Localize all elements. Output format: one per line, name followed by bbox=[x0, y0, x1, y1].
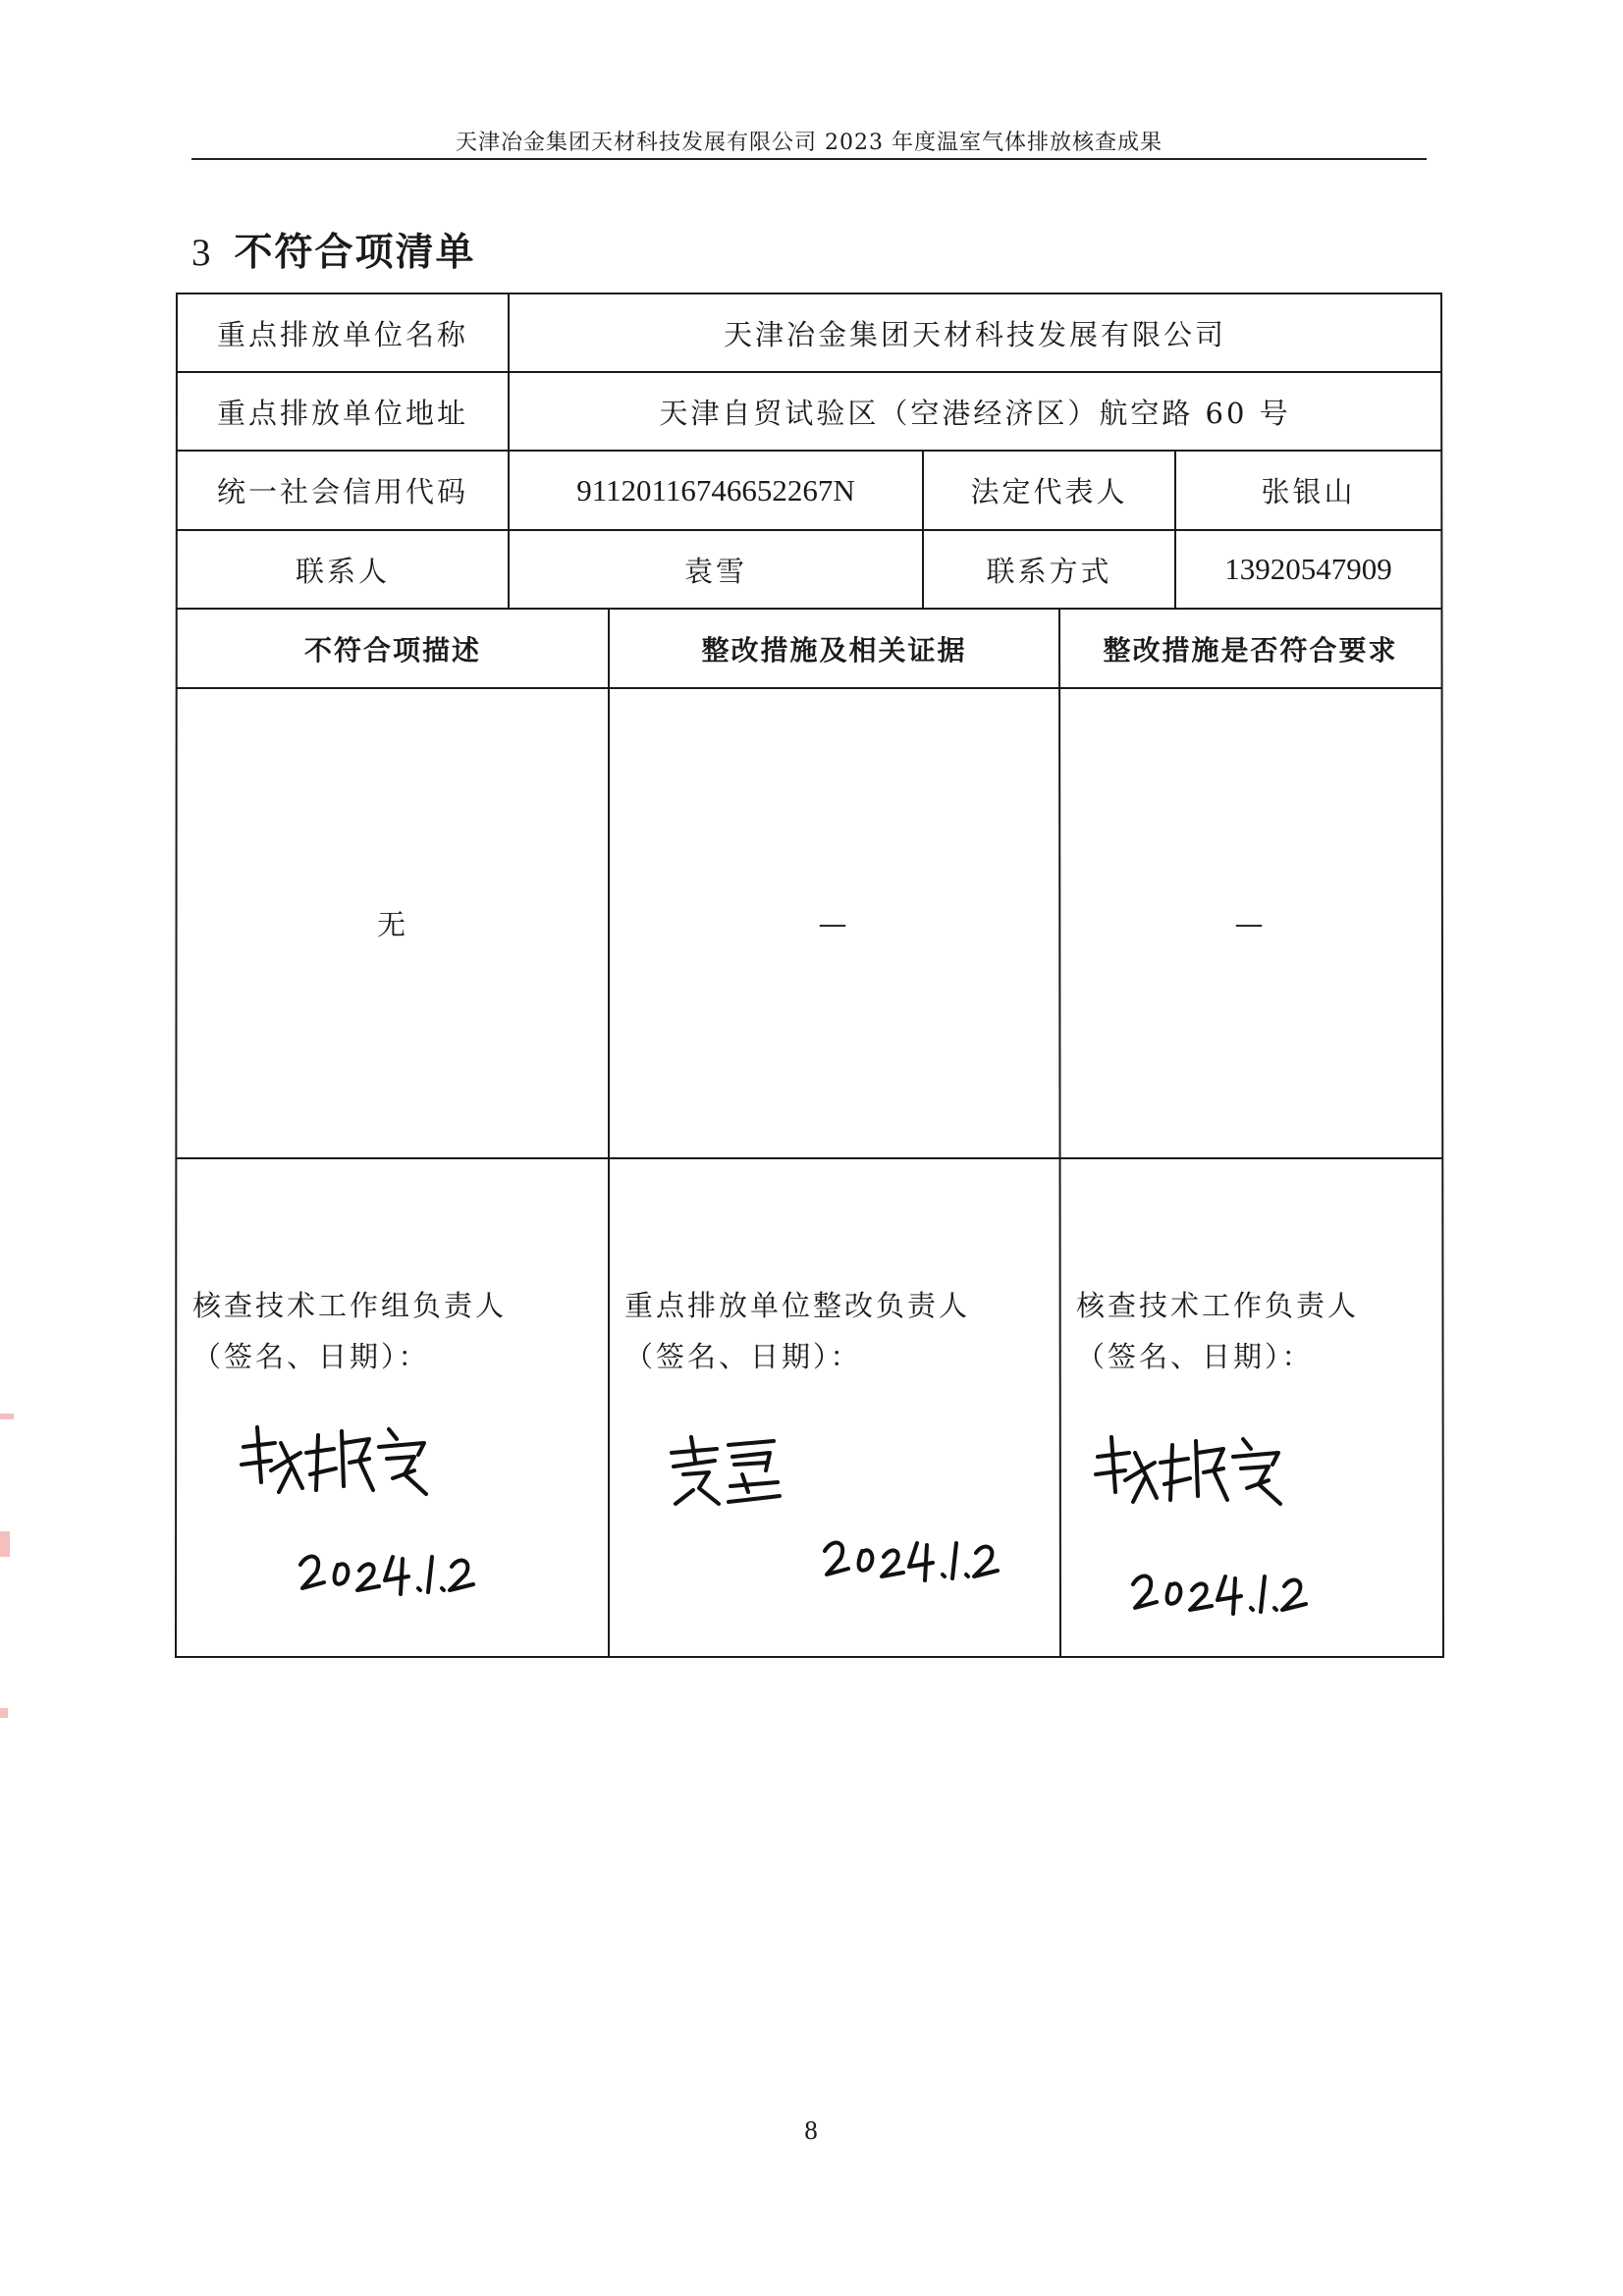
section-number: 3 bbox=[191, 232, 213, 274]
page-number: 8 bbox=[804, 2115, 818, 2145]
nonconformity-description-header: 不符合项描述 bbox=[303, 633, 481, 667]
unit-name-value: 天津冶金集团天材科技发展有限公司 bbox=[723, 317, 1226, 351]
credit-code-label: 统一社会信用代码 bbox=[216, 475, 468, 508]
credit-code-value: 91120116746652267N bbox=[576, 472, 855, 507]
handwritten-date-1 bbox=[295, 1543, 481, 1602]
section-title-text: 不符合项清单 bbox=[234, 231, 476, 275]
signature-note: （签名、日期）： bbox=[1076, 1340, 1314, 1373]
section-title bbox=[191, 222, 476, 277]
scan-mark bbox=[0, 1531, 10, 1557]
contact-phone-label: 联系方式 bbox=[986, 554, 1112, 588]
contact-person-value: 袁雪 bbox=[683, 554, 747, 588]
running-header: 天津冶金集团天材科技发展有限公司 2023 年度温室气体排放核查成果 bbox=[456, 131, 1163, 155]
handwritten-signature-3 bbox=[1086, 1423, 1292, 1512]
legal-rep-label: 法定代表人 bbox=[970, 475, 1128, 508]
handwritten-date-3 bbox=[1127, 1561, 1314, 1620]
corrective-measures-value: — bbox=[818, 906, 850, 940]
corrective-measures-header: 整改措施及相关证据 bbox=[701, 633, 967, 667]
header-rule bbox=[191, 158, 1427, 160]
handwritten-date-2 bbox=[819, 1531, 1005, 1590]
unit-address-label: 重点排放单位地址 bbox=[216, 396, 468, 430]
signature-note: （签名、日期）： bbox=[624, 1340, 862, 1373]
contact-person-label: 联系人 bbox=[295, 554, 390, 588]
scan-mark bbox=[0, 1414, 14, 1419]
measures-compliance-header: 整改措施是否符合要求 bbox=[1103, 633, 1398, 667]
contact-phone-value: 13920547909 bbox=[1224, 552, 1392, 586]
signature-role: 核查技术工作组负责人 bbox=[192, 1289, 508, 1322]
scan-mark bbox=[0, 1708, 8, 1718]
legal-rep-value: 张银山 bbox=[1261, 475, 1356, 508]
signature-block-3-label bbox=[1076, 1280, 1430, 1382]
unit-name-label: 重点排放单位名称 bbox=[216, 317, 468, 351]
signature-block-2-label bbox=[624, 1280, 1047, 1382]
signature-role: 核查技术工作负责人 bbox=[1076, 1289, 1360, 1322]
signature-role: 重点排放单位整改负责人 bbox=[624, 1289, 971, 1322]
signature-block-1-label bbox=[192, 1280, 595, 1382]
handwritten-signature-2 bbox=[664, 1431, 791, 1510]
measures-compliance-value: — bbox=[1234, 906, 1267, 940]
signature-note: （签名、日期）： bbox=[192, 1340, 430, 1373]
nonconformity-description-value: 无 bbox=[376, 908, 408, 941]
handwritten-signature-1 bbox=[232, 1414, 438, 1502]
unit-address-value: 天津自贸试验区（空港经济区）航空路 60 号 bbox=[659, 396, 1291, 430]
